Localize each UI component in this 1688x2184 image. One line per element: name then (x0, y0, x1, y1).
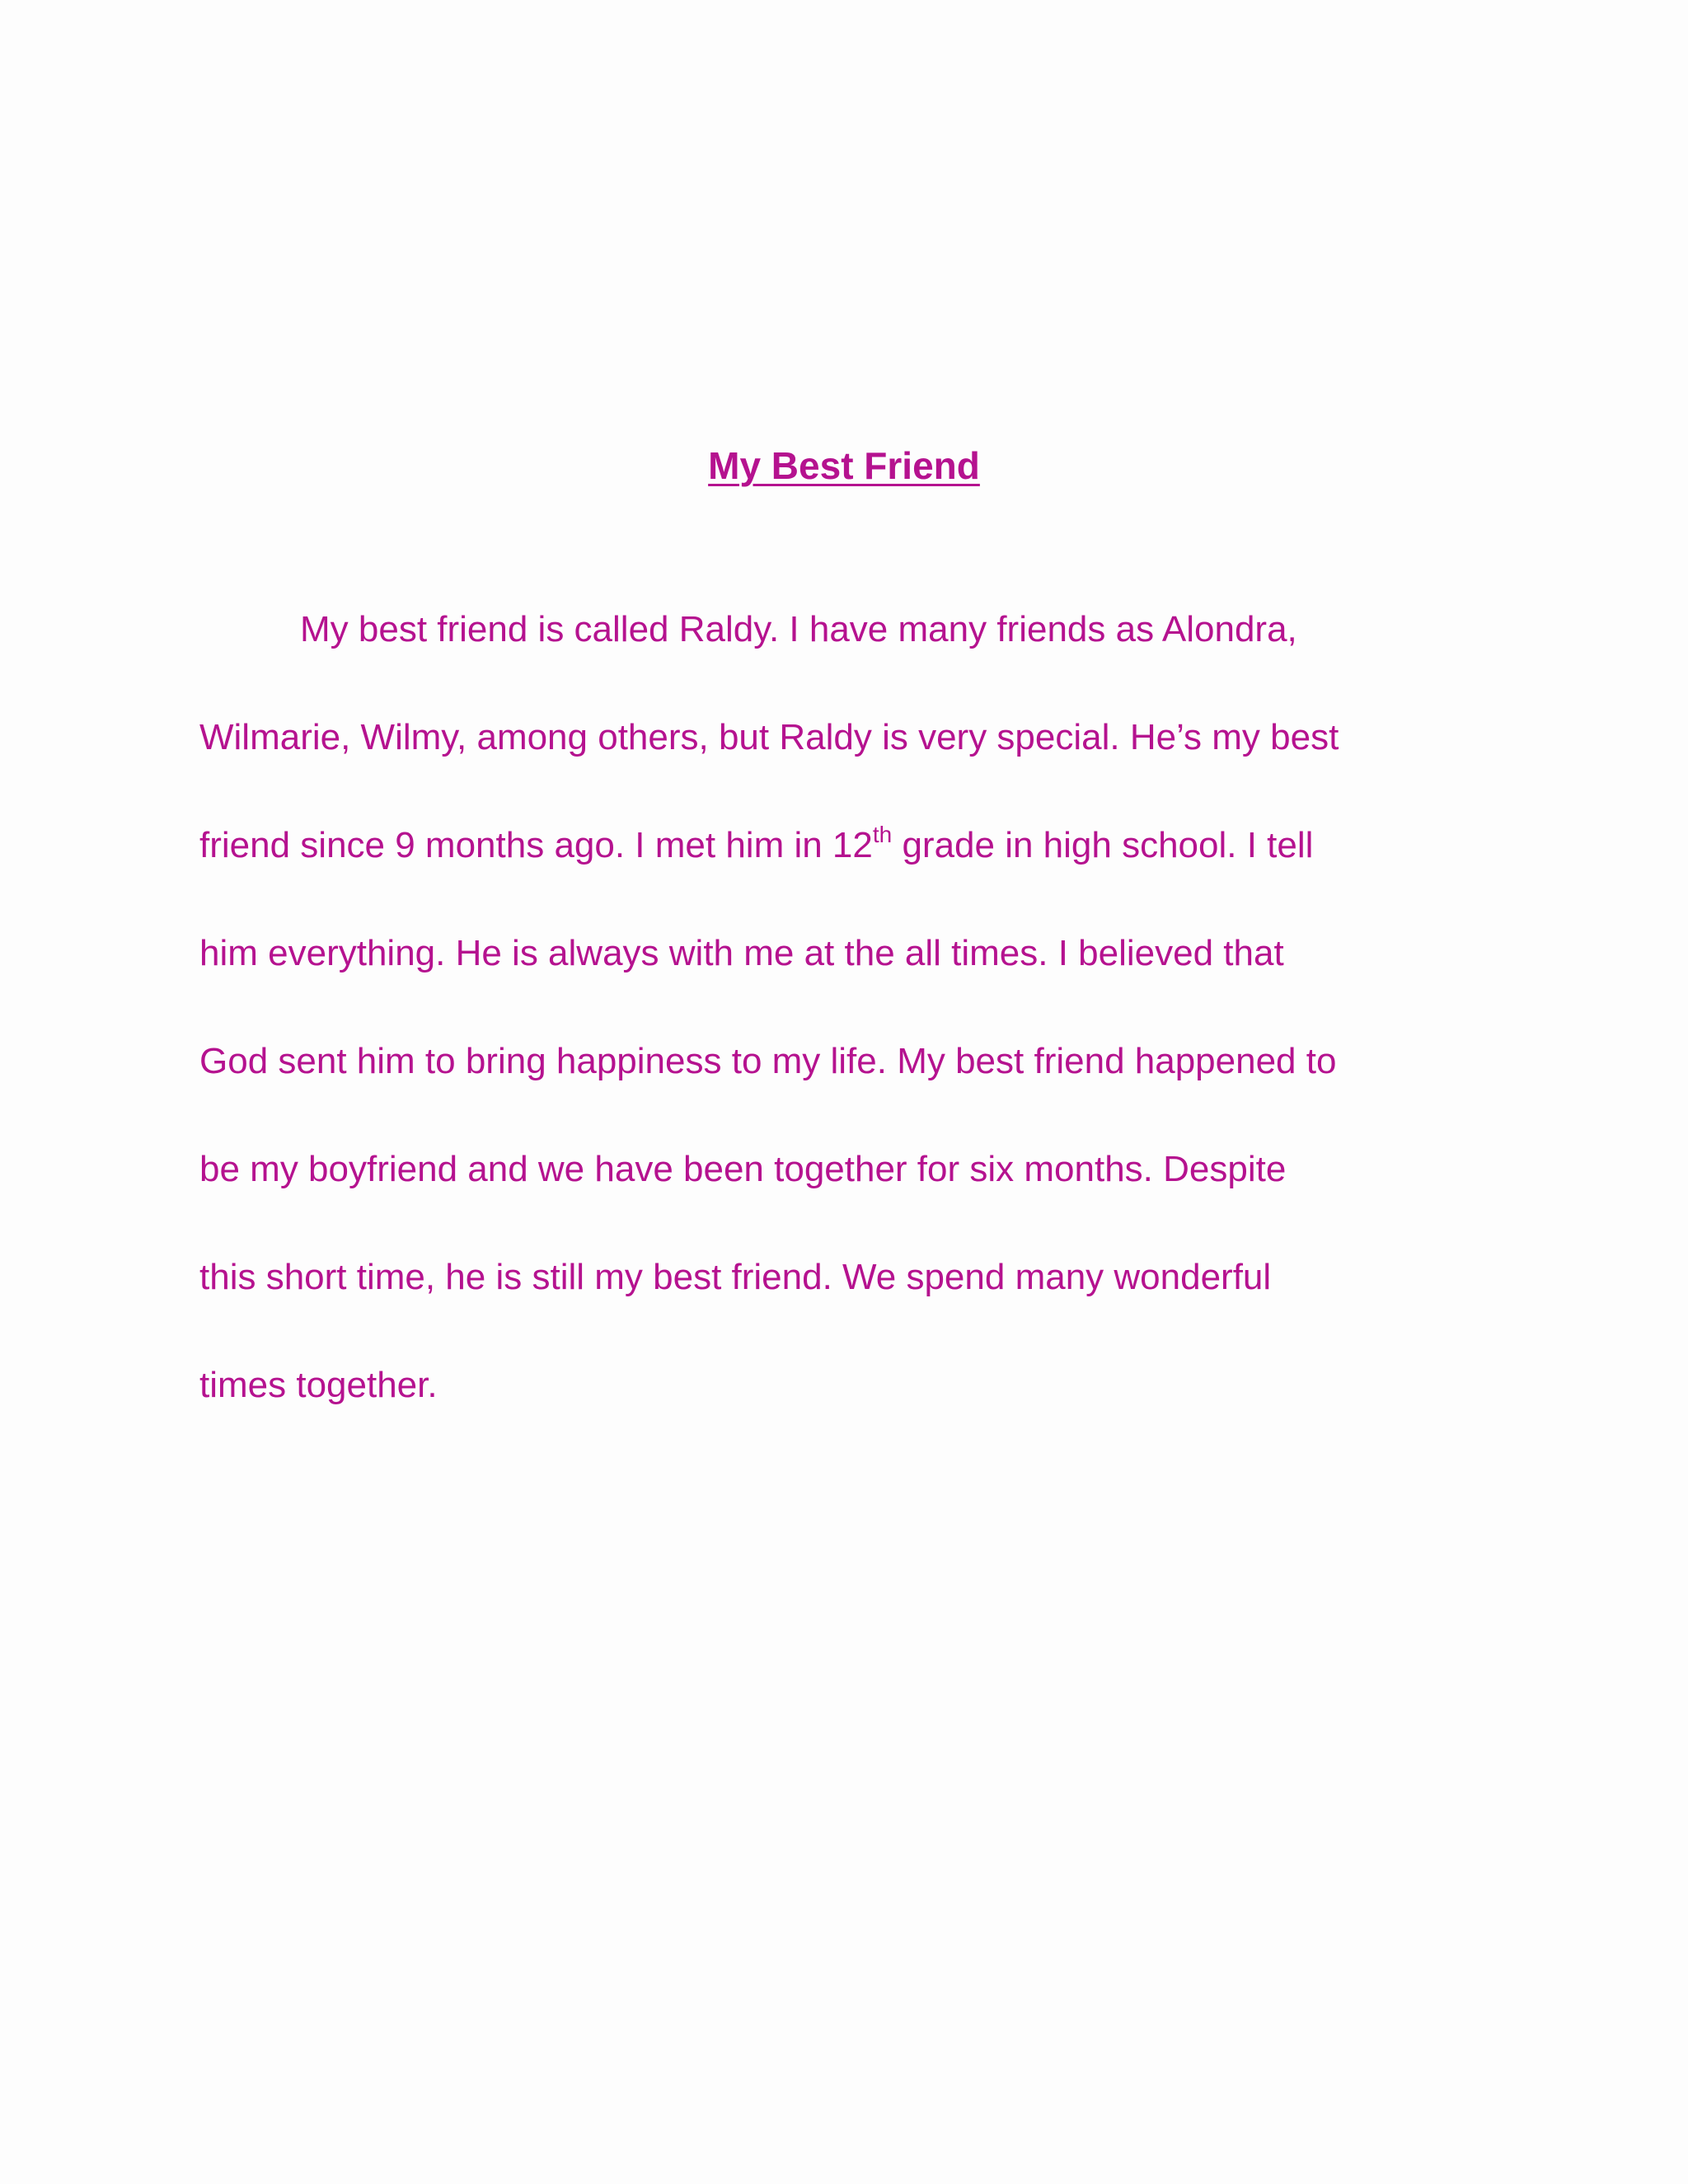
paragraph-line: be my boyfriend and we have been together for six months. Despite (199, 1149, 1287, 1189)
essay-paragraph (199, 575, 1502, 1439)
paragraph-line: this short time, he is still my best friend. We spend many wonderful (199, 1257, 1272, 1297)
paragraph-line (199, 791, 1502, 899)
superscript-ordinal: th (872, 822, 893, 847)
paragraph-line: My best friend is called Raldy. I have many friends as Alondra, (300, 609, 1297, 649)
paragraph-line-part: grade in high school. I tell (892, 825, 1314, 865)
paragraph-line-part: friend since 9 months ago. I met him in 12 (199, 825, 873, 865)
page-title: My Best Friend (708, 444, 980, 487)
paragraph-line: him everything. He is always with me at the all times. I believed that (199, 933, 1284, 973)
paragraph-line: God sent him to bring happiness to my life. My best friend happened to (199, 1041, 1337, 1081)
paragraph-line: Wilmarie, Wilmy, among others, but Raldy is very special. He’s my best (199, 717, 1339, 757)
paragraph-line: times together. (199, 1365, 438, 1405)
